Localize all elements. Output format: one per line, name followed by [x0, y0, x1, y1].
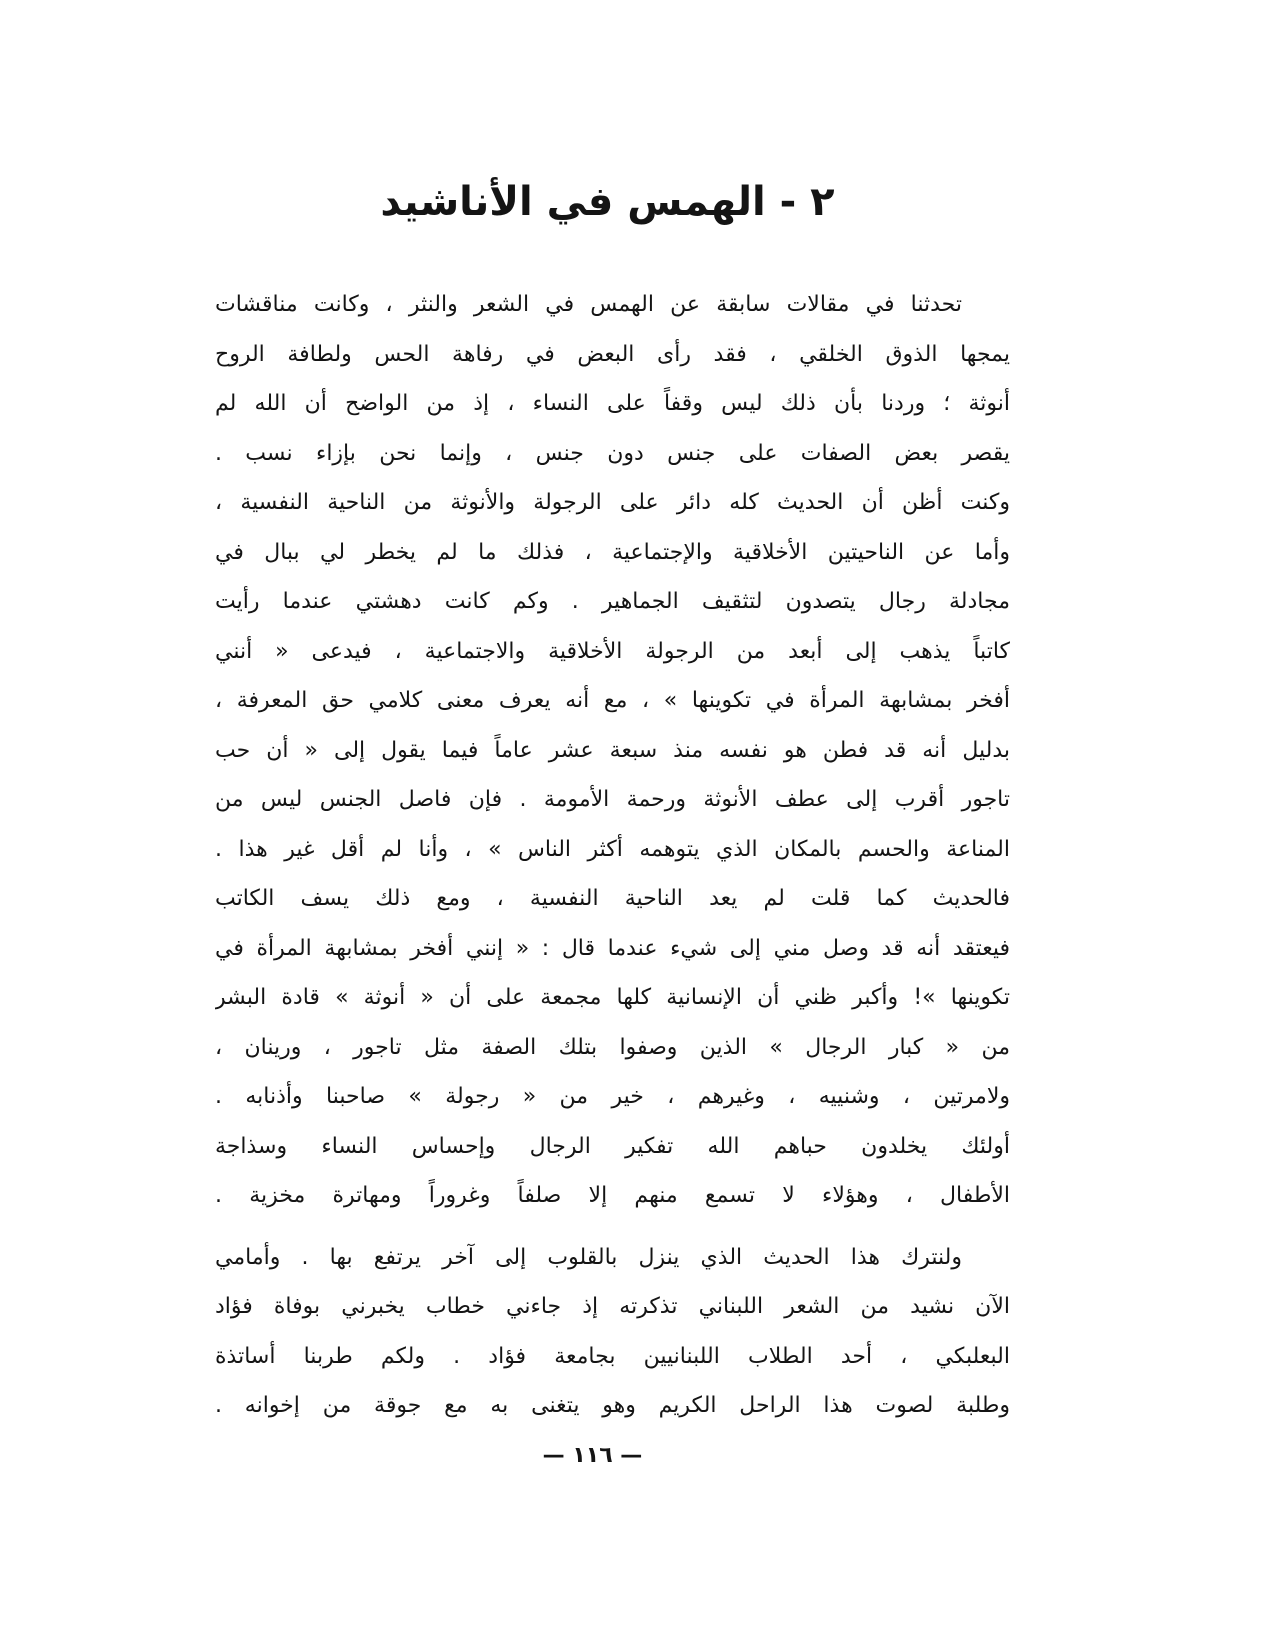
text-line: وكنت أظن أن الحديث كله دائر على الرجولة والأنوثة من الناحية النفسية ،: [215, 490, 1010, 515]
text-line: وأما عن الناحيتين الأخلاقية والإجتماعية ، فذلك ما لم يخطر لي ببال في: [215, 539, 1010, 565]
text-line: أولئك يخلدون حباهم الله تفكير الرجال وإحساس النساء وسذاجة: [215, 1133, 1010, 1159]
text-line: ولامرتين ، وشنييه ، وغيرهم ، خير من « رجولة » صاحبنا وأذنابه .: [215, 1084, 1010, 1109]
text-line: أفخر بمشابهة المرأة في تكوينها » ، مع أنه يعرف معنى كلامي حق المعرفة ،: [215, 688, 1010, 713]
text-line: تكوينها »! وأكبر ظني أن الإنسانية كلها مجمعة على أن « أنوثة » قادة البشر: [215, 985, 1010, 1010]
text-line: من « كبار الرجال » الذين وصفوا بتلك الصفة مثل تاجور ، ورينان ،: [215, 1034, 1010, 1060]
page-number: — ١١٦ —: [542, 1443, 643, 1468]
chapter-title: ٢ - الهمس في الأناشيد: [380, 179, 835, 225]
text-line: يمجها الذوق الخلقي ، فقد رأى البعض في رفاهة الحس ولطافة الروح: [215, 341, 1010, 367]
text-line: المناعة والحسم بالمكان الذي يتوهمه أكثر الناس » ، وأنا لم أقل غير هذا .: [215, 836, 1010, 862]
text-line: يقصر بعض الصفات على جنس دون جنس ، وإنما نحن بإزاء نسب .: [215, 440, 1010, 466]
body-text: [215, 280, 1010, 1431]
text-line: ولنترك هذا الحديث الذي ينزل بالقلوب إلى آخر يرتفع بها . وأمامي: [215, 1244, 962, 1270]
text-line: البعلبكي ، أحد الطلاب اللبنانيين بجامعة فؤاد . ولكم طربنا أساتذة: [215, 1343, 1010, 1369]
text-line: كاتباً يذهب إلى أبعد من الرجولة الأخلاقية والاجتماعية ، فيدعى « أنني: [215, 638, 1010, 664]
text-line: مجادلة رجال يتصدون لتثقيف الجماهير . وكم كانت دهشتي عندما رأيت: [215, 589, 1010, 614]
text-line: بدليل أنه قد فطن هو نفسه منذ سبعة عشر عاماً فيما يقول إلى « أن حب: [215, 737, 1010, 763]
paragraph-1: [215, 280, 1010, 1221]
text-line: تاجور أقرب إلى عطف الأنوثة ورحمة الأمومة . فإن فاصل الجنس ليس من: [215, 787, 1010, 812]
text-line: أنوثة ؛ وردنا بأن ذلك ليس وقفاً على النساء ، إذ من الواضح أن الله لم: [215, 391, 1010, 416]
text-line: الآن نشيد من الشعر اللبناني تذكرته إذ جاءني خطاب يخبرني بوفاة فؤاد: [215, 1294, 1010, 1319]
text-line: فالحديث كما قلت لم يعد الناحية النفسية ، ومع ذلك يسف الكاتب: [215, 886, 1010, 911]
text-line: فيعتقد أنه قد وصل مني إلى شيء عندما قال : « إنني أفخر بمشابهة المرأة في: [215, 935, 1010, 961]
text-line: الأطفال ، وهؤلاء لا تسمع منهم إلا صلفاً وغروراً ومهاترة مخزية .: [215, 1183, 1010, 1208]
text-line: وطلبة لصوت هذا الراحل الكريم وهو يتغنى به مع جوقة من إخوانه .: [215, 1393, 1010, 1418]
text-line: تحدثنا في مقالات سابقة عن الهمس في الشعر والنثر ، وكانت مناقشات: [215, 292, 962, 317]
paragraph-2: [215, 1233, 1010, 1431]
